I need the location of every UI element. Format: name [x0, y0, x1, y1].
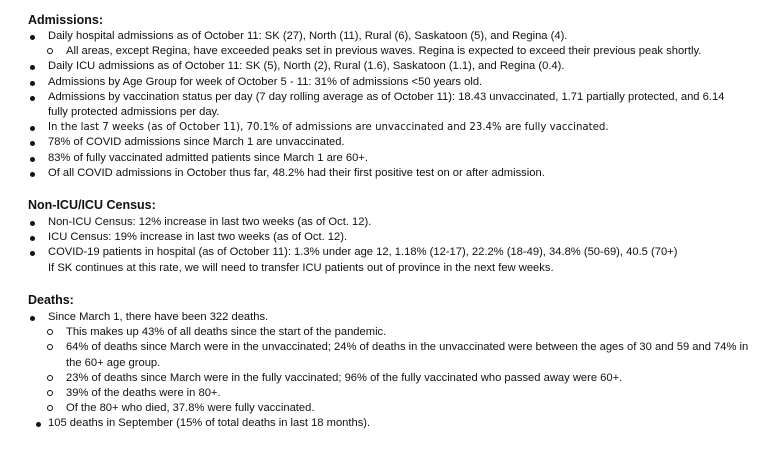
list-item: COVID-19 patients in hospital (as of October 11): 1.3% under age 12, 1.18% (12-17), 22.2% (18-49), 34.8% (50-69), 40.5 (70+) — [0, 245, 780, 260]
sub-list-item: Of the 80+ who died, 37.8% were fully vaccinated. — [0, 401, 780, 416]
bullet-icon — [30, 236, 35, 241]
bullet-icon — [30, 157, 35, 162]
census-list — [0, 215, 780, 276]
list-item: Since March 1, there have been 322 deaths. — [0, 310, 780, 325]
bullet-icon — [30, 172, 35, 177]
bullet-icon — [30, 251, 35, 256]
list-item: In the last 7 weeks (as of October 11), 70.1% of admissions are unvaccinated and 23.4% are fully vaccinated. — [0, 120, 780, 135]
list-item: Admissions by vaccination status per day (7 day rolling average as of October 11): 18.43 unvaccinated, 1.71 partially protected, and 6.14 fully protected admissions per day. — [0, 90, 780, 120]
list-item: Daily hospital admissions as of October 11: SK (27), North (11), Rural (6), Saskatoon (5), and Regina (4). — [0, 29, 780, 44]
bullet-icon — [30, 316, 35, 321]
bullet-icon — [30, 141, 35, 146]
list-item: 105 deaths in September (15% of total deaths in last 18 months). — [0, 416, 780, 431]
deaths-heading: Deaths: — [28, 293, 74, 307]
bullet-icon — [30, 221, 35, 226]
bullet-icon — [36, 422, 41, 427]
sub-list-item: 23% of deaths since March were in the fully vaccinated; 96% of the fully vaccinated who passed away were 60+. — [0, 371, 780, 386]
admissions-list — [0, 29, 780, 181]
list-item: Of all COVID admissions in October thus far, 48.2% had their first positive test on or after admission. — [0, 166, 780, 181]
list-item: Admissions by Age Group for week of October 5 - 11: 31% of admissions <50 years old. — [0, 75, 780, 90]
sub-list-item: All areas, except Regina, have exceeded peaks set in previous waves. Regina is expected to exceed their previous peak shortly. — [0, 44, 780, 59]
sub-list-item: 64% of deaths since March were in the unvaccinated; 24% of deaths in the unvaccinated were between the ages of 30 and 59 and 74% in the 60+ age group. — [0, 340, 780, 370]
list-item: Daily ICU admissions as of October 11: SK (5), North (2), Rural (1.6), Saskatoon (1.1), and Regina (0.4). — [0, 59, 780, 74]
bullet-icon — [30, 126, 35, 131]
continuation-note: If SK continues at this rate, we will need to transfer ICU patients out of province in the next few weeks. — [48, 261, 554, 274]
circle-bullet-icon — [47, 48, 53, 54]
list-item: ICU Census: 19% increase in last two weeks (as of Oct. 12). — [0, 230, 780, 245]
bullet-icon — [30, 81, 35, 86]
list-item: 83% of fully vaccinated admitted patients since March 1 are 60+. — [0, 151, 780, 166]
deaths-list — [0, 310, 780, 432]
bullet-icon — [30, 35, 35, 40]
bullet-icon — [30, 65, 35, 70]
sub-list-item: 39% of the deaths were in 80+. — [0, 386, 780, 401]
admissions-heading: Admissions: — [28, 13, 104, 27]
circle-bullet-icon — [47, 329, 53, 335]
circle-bullet-icon — [47, 344, 53, 350]
circle-bullet-icon — [47, 375, 53, 381]
sub-list-item: This makes up 43% of all deaths since the start of the pandemic. — [0, 325, 780, 340]
census-heading: Non-ICU/ICU Census: — [28, 198, 156, 212]
list-item: Non-ICU Census: 12% increase in last two weeks (as of Oct. 12). — [0, 215, 780, 230]
list-item: 78% of COVID admissions since March 1 are unvaccinated. — [0, 135, 780, 150]
circle-bullet-icon — [47, 390, 53, 396]
circle-bullet-icon — [47, 405, 53, 411]
bullet-icon — [30, 96, 35, 101]
